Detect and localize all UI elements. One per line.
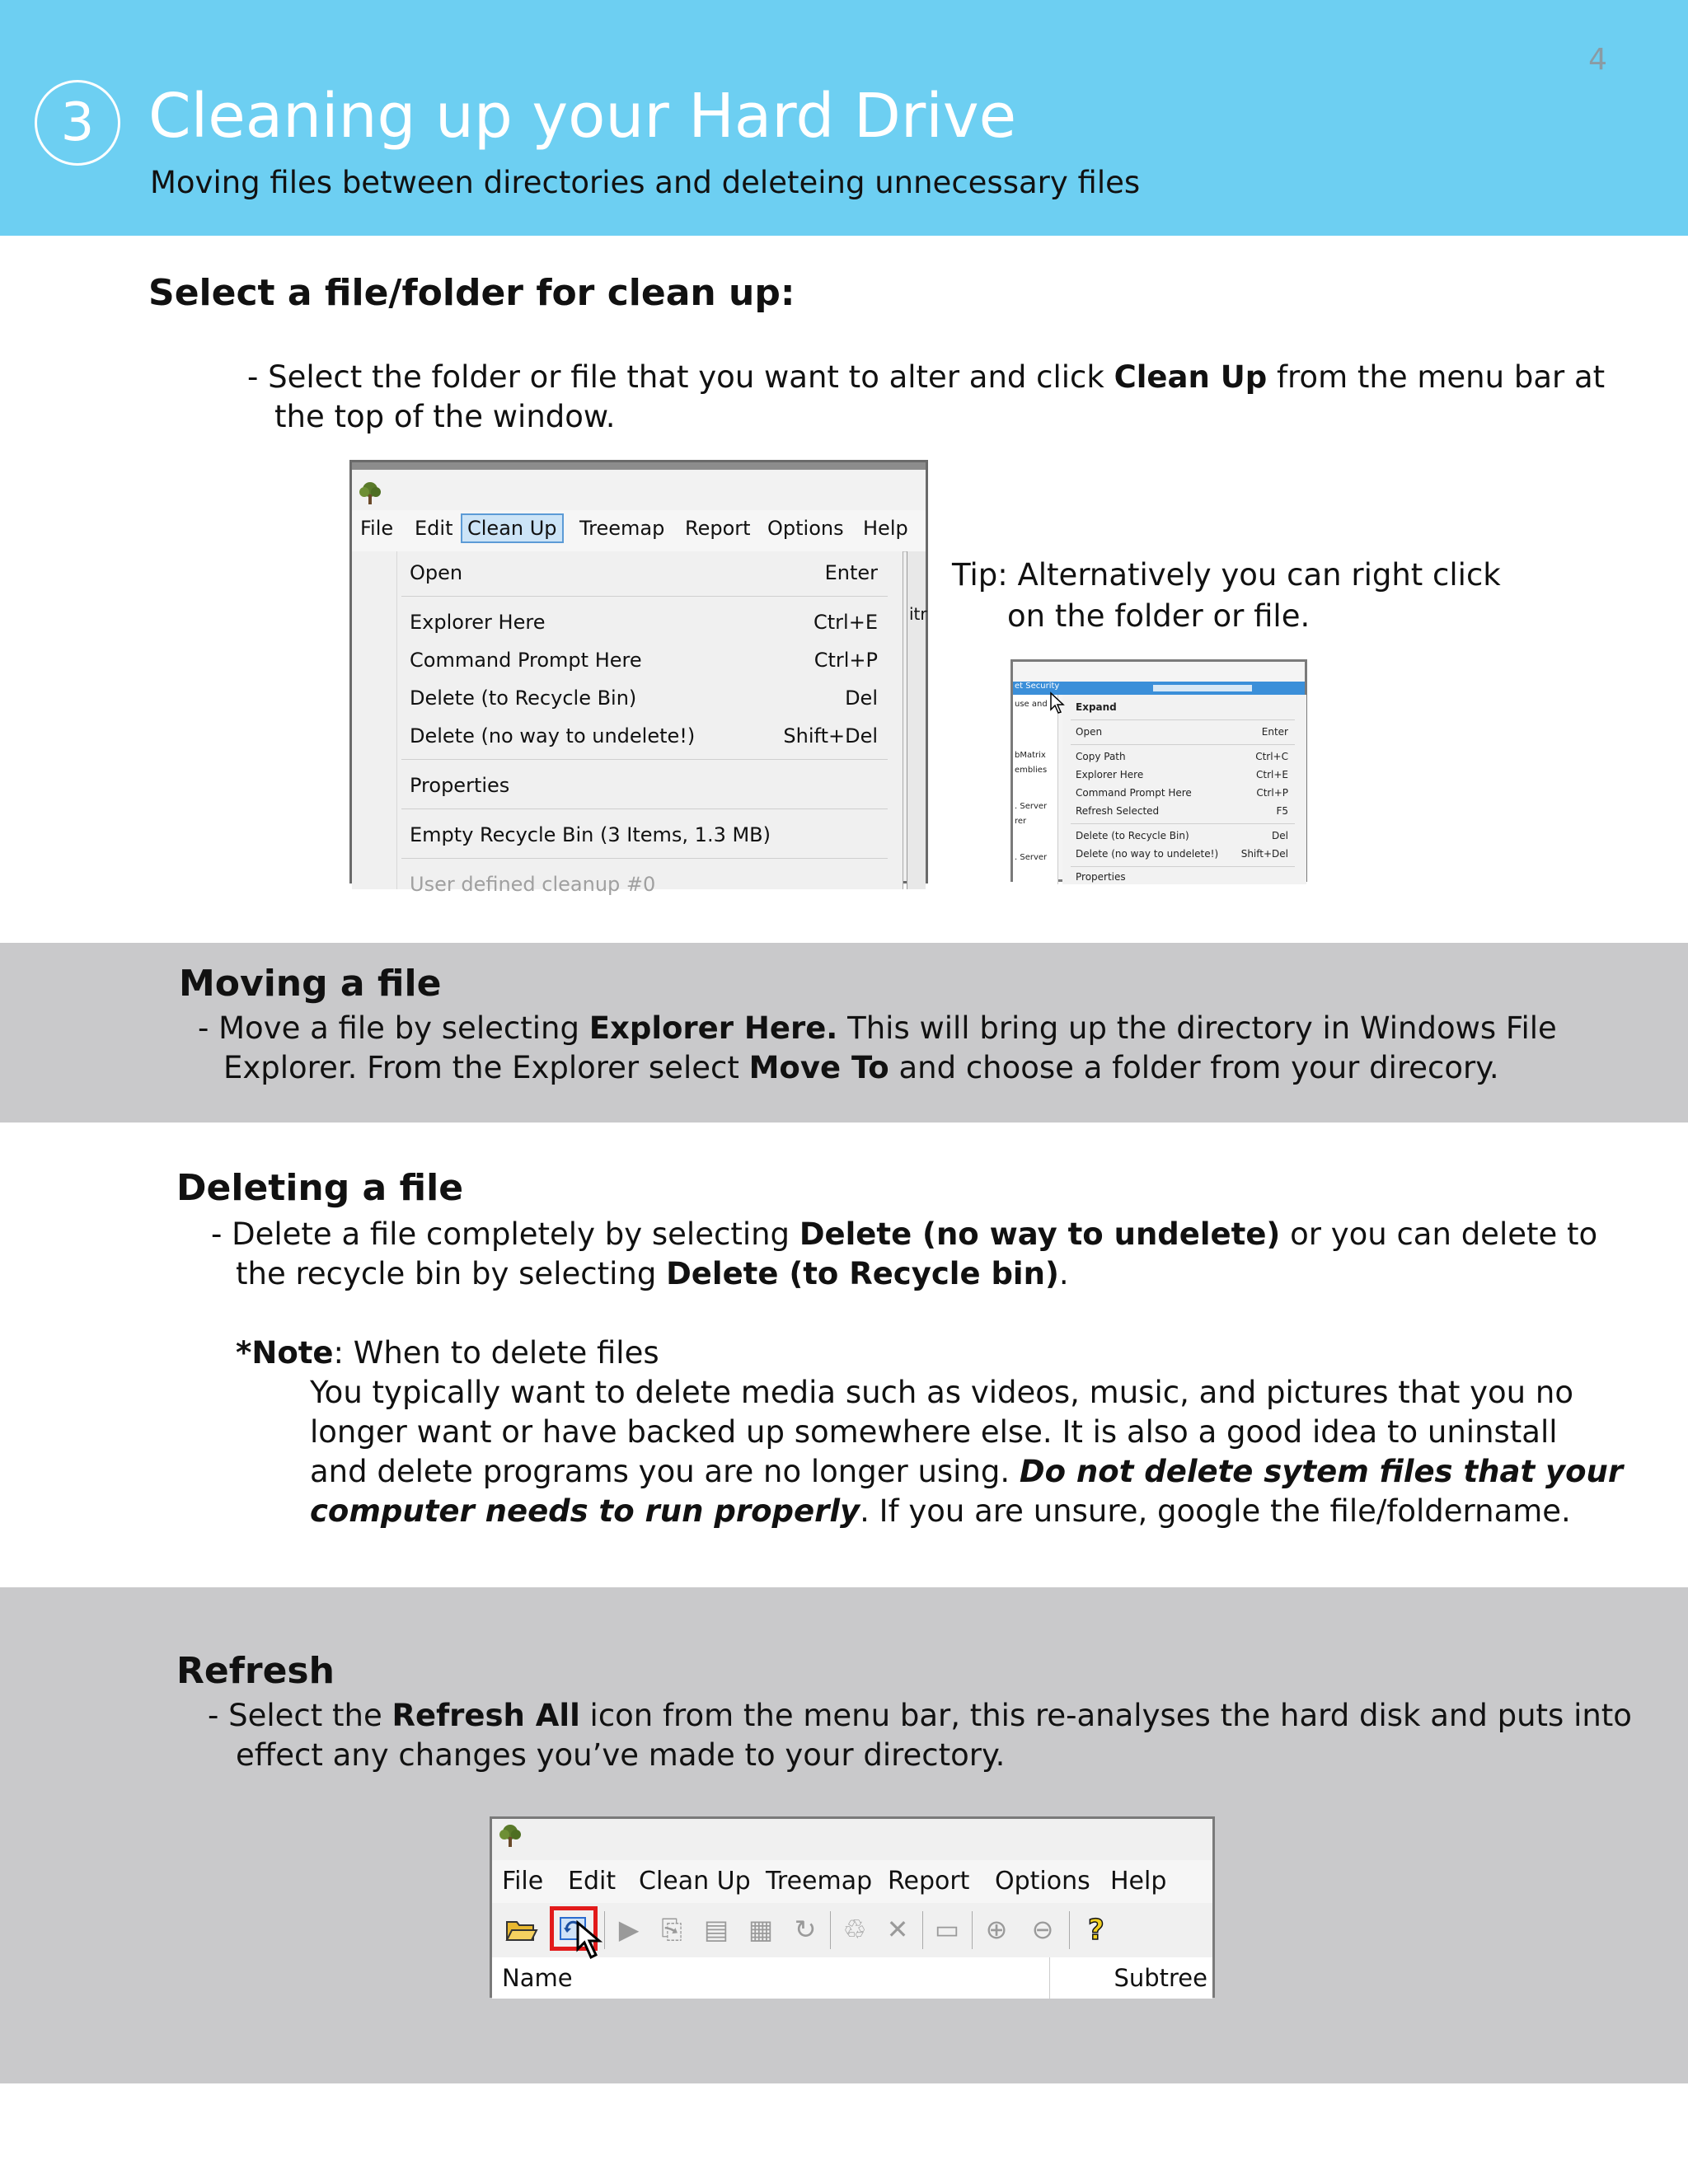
moving-line2: Explorer. From the Explorer select Move To and choose a folder from your direcory. (223, 1050, 1499, 1085)
menu-options[interactable]: Options (767, 517, 844, 540)
deleting-line1: - Delete a file completely by selecting Delete (no way to undelete) or you can delete to (211, 1216, 1598, 1252)
deleting-line2: the recycle bin by selecting Delete (to Recycle bin). (236, 1256, 1069, 1291)
ctx-item-open[interactable]: Open Enter (1076, 726, 1288, 738)
menu-bar (352, 510, 926, 552)
note-line2: longer want or have backed up somewhere else. It is also a good idea to uninstall (310, 1414, 1558, 1450)
menu-item-empty-recycle-bin[interactable]: Empty Recycle Bin (3 Items, 1.3 MB) (410, 823, 771, 846)
recycle-icon[interactable]: ♲ (842, 1914, 867, 1945)
delete-icon[interactable]: ✕ (886, 1914, 909, 1945)
moving-line1: - Move a file by selecting Explorer Here. This will bring up the directory in Windows File (198, 1010, 1557, 1046)
select-instruction-line1: - Select the folder or file that you want to alter and click Clean Up from the menu bar at (247, 359, 1606, 395)
page-subtitle: Moving files between directories and deleteing unnecessary files (150, 165, 1141, 200)
toolbar-screenshot (490, 1816, 1215, 1998)
mouse-cursor-icon (574, 1919, 607, 1966)
ctx-item-expand[interactable]: Expand (1076, 701, 1117, 713)
tree-column: use and bMatrix emblies . Server rer . Server (1013, 695, 1058, 884)
tree-app-icon (357, 481, 383, 506)
menu-item-open[interactable]: Open Enter (410, 561, 878, 584)
zoom-in-icon[interactable]: ⊕ (985, 1914, 1008, 1945)
refresh-heading: Refresh (176, 1650, 335, 1692)
window-titlebar (352, 462, 926, 510)
menu-file[interactable]: File (502, 1867, 544, 1896)
column-subtree[interactable]: Subtree (1114, 1964, 1207, 1992)
zoom-out-icon[interactable]: ⊖ (1031, 1914, 1054, 1945)
menu-item-explorer-here[interactable]: Explorer Here Ctrl+E (410, 611, 878, 634)
page-title: Cleaning up your Hard Drive (148, 81, 1017, 152)
menu-bar (492, 1860, 1212, 1904)
menu-treemap[interactable]: Treemap (579, 517, 665, 540)
ctx-item-refresh-selected[interactable]: Refresh Selected F5 (1076, 805, 1288, 817)
clean-up-dropdown (352, 551, 903, 896)
menu-clean-up[interactable]: Clean Up (639, 1867, 751, 1896)
menu-options[interactable]: Options (995, 1867, 1090, 1896)
help-icon[interactable] (1079, 1911, 1115, 1947)
menu-help[interactable]: Help (1110, 1867, 1167, 1896)
menu-help[interactable]: Help (863, 517, 908, 540)
menu-treemap[interactable]: Treemap (766, 1867, 873, 1896)
moving-heading: Moving a file (179, 963, 442, 1005)
context-menu-screenshot (1010, 659, 1307, 882)
menu-item-user-defined-cleanup[interactable]: User defined cleanup #0 (410, 873, 656, 896)
ctx-item-copy-path[interactable]: Copy Path Ctrl+C (1076, 751, 1288, 762)
folder-icon[interactable]: ▭ (934, 1914, 960, 1945)
deleting-heading: Deleting a file (176, 1167, 464, 1209)
play-icon[interactable]: ▶ (618, 1914, 640, 1945)
menu-item-delete-recycle-bin[interactable]: Delete (to Recycle Bin) Del (410, 687, 878, 710)
tree-app-icon (497, 1824, 523, 1849)
ctx-item-delete-recycle-bin[interactable]: Delete (to Recycle Bin) Del (1076, 830, 1288, 841)
tip-line1: Tip: Alternatively you can right click (952, 557, 1501, 593)
context-menu (1062, 695, 1306, 884)
note-heading: *Note: When to delete files (236, 1335, 659, 1371)
note-line4: computer needs to run properly. If you are unsure, google the file/foldername. (310, 1493, 1571, 1529)
clean-up-menu-screenshot (349, 460, 928, 896)
menu-report[interactable]: Report (685, 517, 751, 540)
ctx-item-properties[interactable]: Properties (1076, 871, 1126, 883)
file-icon[interactable]: ▤ (703, 1914, 729, 1945)
refresh-line2: effect any changes you’ve made to your directory. (236, 1737, 1006, 1773)
menu-item-delete-permanent[interactable]: Delete (no way to undelete!) Shift+Del (410, 724, 878, 748)
menu-item-command-prompt-here[interactable]: Command Prompt Here Ctrl+P (410, 649, 878, 672)
scrollbar-strip[interactable] (907, 551, 926, 889)
section-number-badge: 3 (35, 80, 120, 166)
ctx-item-explorer-here[interactable]: Explorer Here Ctrl+E (1076, 769, 1288, 780)
refresh-icon[interactable]: ↻ (794, 1914, 817, 1945)
note-line3: and delete programs you are no longer using. Do not delete sytem files that your (310, 1454, 1624, 1489)
menu-report[interactable]: Report (888, 1867, 970, 1896)
svg-text:?: ? (1088, 1914, 1104, 1947)
mouse-cursor-icon (1049, 691, 1066, 715)
column-name[interactable]: Name (502, 1964, 573, 1992)
menu-edit[interactable]: Edit (415, 517, 453, 540)
ctx-item-delete-permanent[interactable]: Delete (no way to undelete!) Shift+Del (1076, 848, 1288, 860)
tip-line2: on the folder or file. (1007, 598, 1311, 634)
refresh-line1: - Select the Refresh All icon from the menu bar, this re-analyses the hard disk and puts into (208, 1698, 1632, 1733)
ctx-item-command-prompt-here[interactable]: Command Prompt Here Ctrl+P (1076, 787, 1288, 799)
behind-text-fragment: itr (909, 604, 927, 624)
menu-edit[interactable]: Edit (568, 1867, 617, 1896)
select-instruction-line2: the top of the window. (274, 399, 616, 434)
copy-icon[interactable]: ⎘ (661, 1913, 682, 1945)
open-folder-icon[interactable] (504, 1911, 540, 1947)
note-line1: You typically want to delete media such as videos, music, and pictures that you no (310, 1375, 1573, 1410)
menu-clean-up[interactable]: Clean Up (461, 513, 564, 543)
page-number: 4 (1588, 43, 1607, 77)
select-heading: Select a file/folder for clean up: (148, 272, 795, 314)
selected-row-highlight: et Security (1013, 682, 1305, 695)
menu-item-properties[interactable]: Properties (410, 774, 510, 797)
menu-file[interactable]: File (360, 517, 394, 540)
image-icon[interactable]: ▦ (748, 1914, 774, 1945)
